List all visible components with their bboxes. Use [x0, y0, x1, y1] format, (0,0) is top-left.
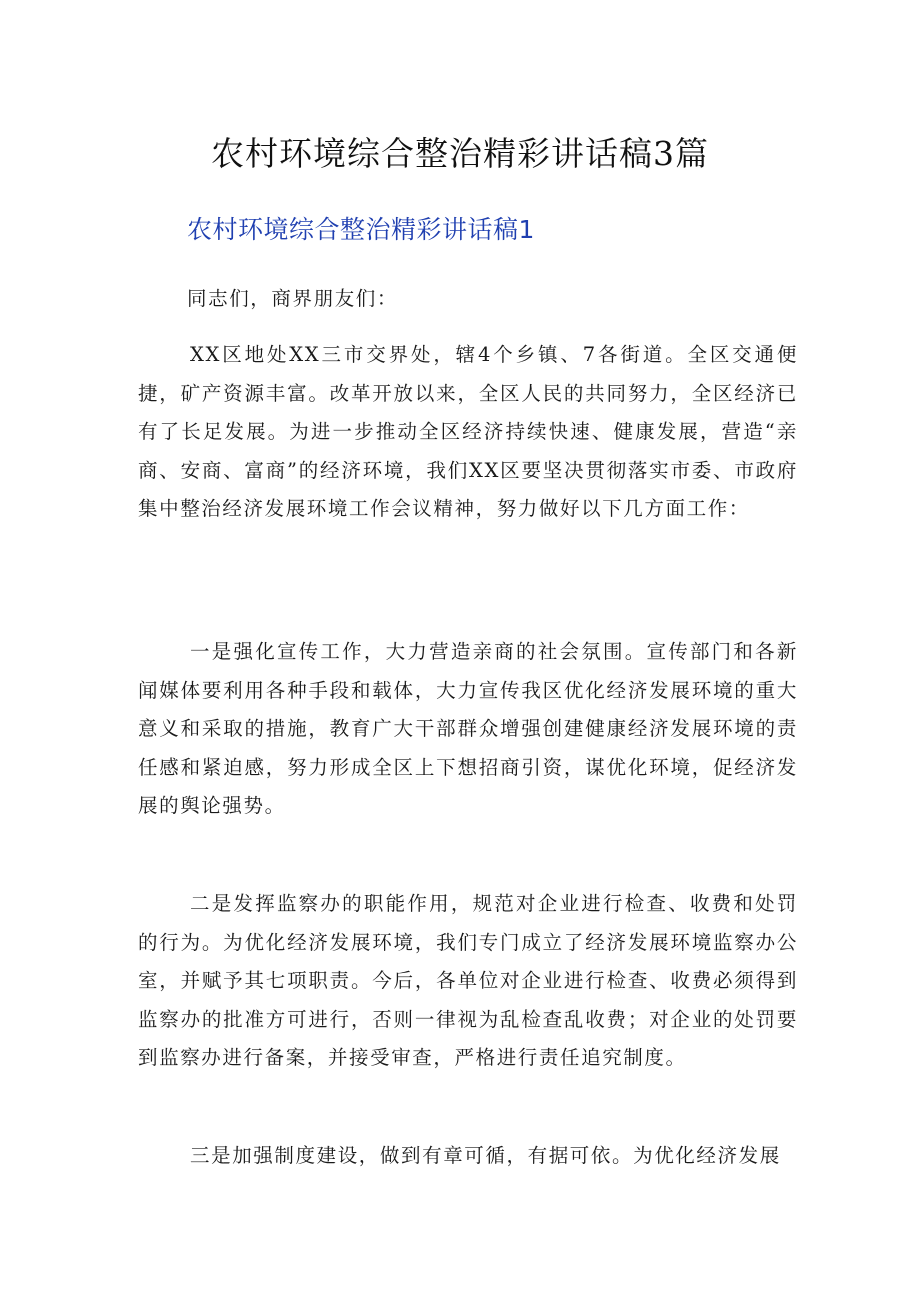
greeting-line: 同志们，商界朋友们： — [187, 287, 399, 310]
paragraph-point-two: 二是发挥监察办的职能作用，规范对企业进行检查、收费和处罚的行为。为优化经济发展环境，我们专门成立了经济发展环境监察办公室，并赋予其七项职责。今后，各单位对企业进行检查、收费必须得到监察办的批准方可进行，否则一律视为乱检查乱收费；对企业的处罚要到监察办进行备案，并接受审查，严格进行责任追究制度。 — [138, 892, 798, 1070]
section-heading: 农村环境综合整治精彩讲话稿1 — [187, 215, 535, 244]
paragraph-point-three: 三是加强制度建设，做到有章可循，有据可依。为优化经济发展 — [190, 1144, 781, 1167]
paragraph-intro: XX区地处XX三市交界处，辖4个乡镇、7各街道。全区交通便捷，矿产资源丰富。改革开放以来，全区人民的共同努力，全区经济已有了长足发展。为进一步推动全区经济持续快速、健康发展，营造“亲商、安商、富商”的经济环境，我们XX区要坚决贯彻落实市委、市政府集中整治经济发展环境工作会议精神，努力做好以下几方面工作： — [138, 343, 798, 521]
document-title: 农村环境综合整治精彩讲话稿3篇 — [211, 134, 709, 173]
paragraph-point-one: 一是强化宣传工作，大力营造亲商的社会氛围。宣传部门和各新闻媒体要利用各种手段和载体，大力宣传我区优化经济发展环境的重大意义和采取的措施，教育广大干部群众增强创建健康经济发展环境的责任感和紧迫感，努力形成全区上下想招商引资，谋优化环境，促经济发展的舆论强势。 — [138, 640, 798, 818]
